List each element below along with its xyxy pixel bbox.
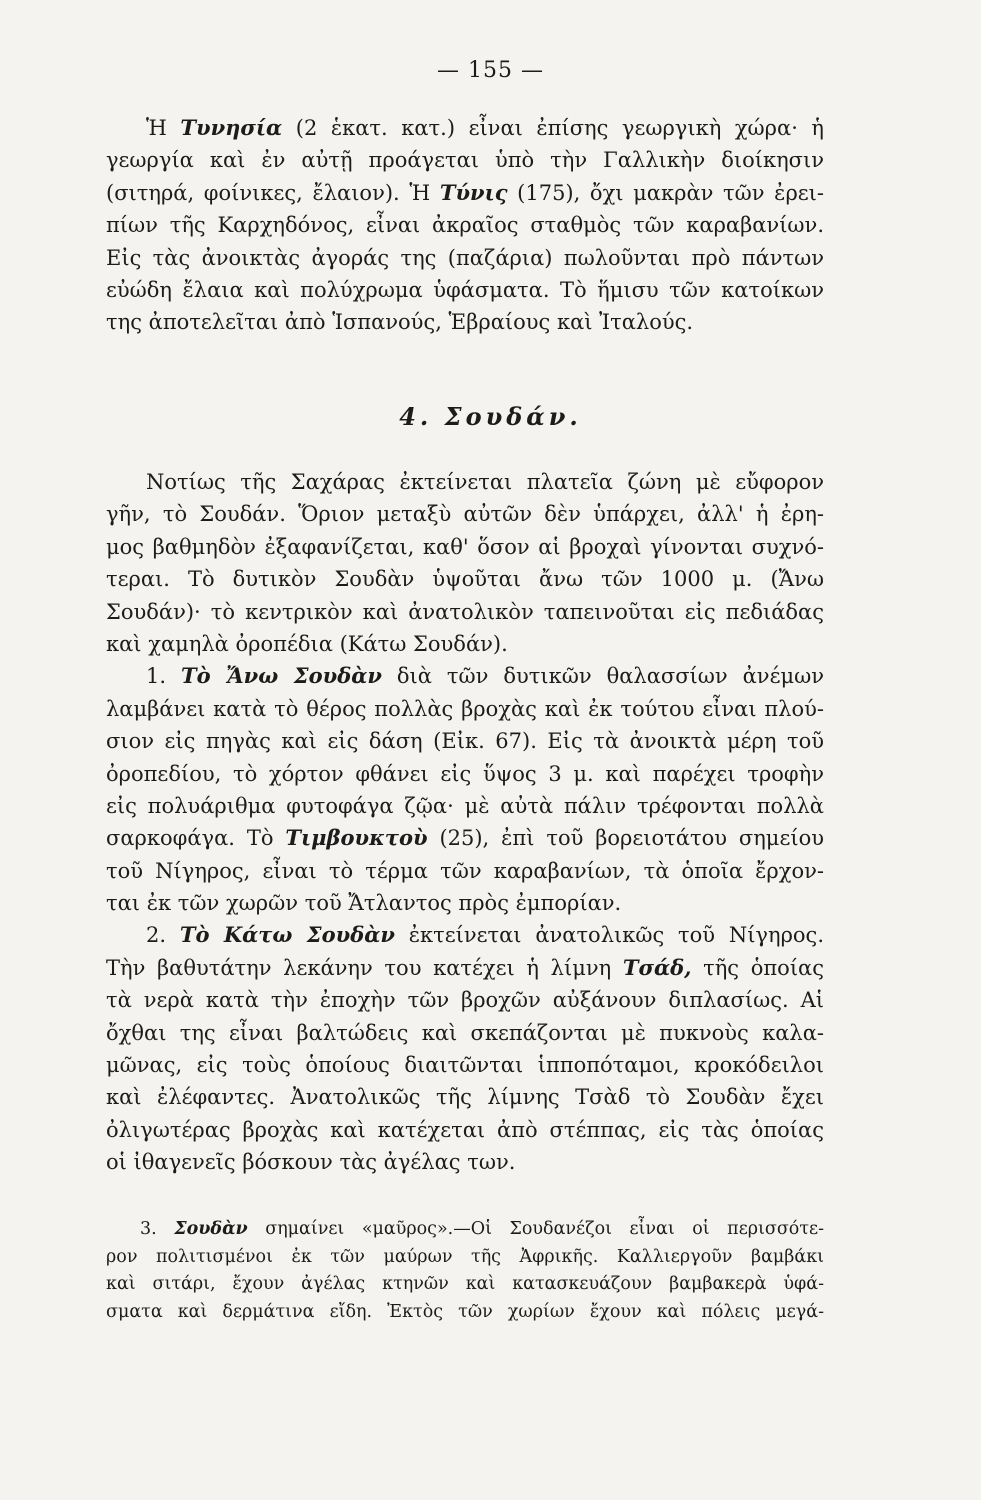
text-line (106, 498, 824, 530)
text-line (106, 725, 824, 757)
text-line (106, 660, 824, 692)
text-line (106, 1146, 824, 1178)
text-run: της ἀποτελεῖται ἀπὸ Ἱσπανούς, Ἑβραίους καὶ Ἰταλούς. (106, 310, 694, 335)
emphasized-term: Τσάδ, (622, 954, 692, 980)
text-run: Νοτίως τῆς Σαχάρας ἐκτείνεται πλατεῖα ζώνη μὲ εὔφορον (146, 470, 824, 494)
text-run: ὀροπεδίου, τὸ χόρτον φθάνει εἰς ὕψος 3 μ. καὶ παρέχει τροφὴν (106, 761, 824, 786)
text-line (106, 984, 824, 1016)
text-line (106, 1299, 824, 1327)
text-line (106, 1049, 824, 1081)
text-line (106, 144, 824, 176)
text-run: μος βαθμηδὸν ἐξαφανίζεται, καθ' ὅσον αἱ βροχαὶ γίνονται συχνό- (106, 534, 824, 559)
text-run: ὄχθαι της εἶναι βαλτώδεις καὶ σκεπάζονται μὲ πυκνοὺς καλα- (106, 1020, 824, 1045)
text-run: τὰ νερὰ κατὰ τὴν ἐποχὴν τῶν βροχῶν αὐξάνουν διπλασίως. Αἱ (106, 988, 824, 1013)
text-run: τοῦ Νίγηρος, εἶναι τὸ τέρμα τῶν καραβανίων, τὰ ὁποῖα ἔρχον- (106, 858, 824, 883)
text-run: γῆν, τὸ Σουδάν. Ὅριον μεταξὺ αὐτῶν δὲν ὑπάρχει, ἀλλ' ἡ ἐρη- (106, 502, 824, 527)
text-run: λαμβάνει κατὰ τὸ θέρος πολλὰς βροχὰς καὶ ἐκ τούτου εἶναι πλού- (106, 696, 824, 721)
text-line (106, 628, 824, 660)
text-run: εἰς πολυάριθμα φυτοφάγα ζῷα· μὲ αὐτὰ πάλιν τρέφονται πολλὰ (106, 793, 824, 818)
text-run: (σιτηρά, φοίνικες, ἔλαιον). Ἡ (106, 180, 440, 205)
text-run: τεραι. Τὸ δυτικὸν Σουδὰν ὑψοῦται ἄνω τῶν 1000 μ. (Ἄνω (106, 567, 824, 592)
text-run: σαρκοφάγα. Τὸ (106, 826, 286, 851)
text-line (106, 306, 824, 338)
paragraph-sudan (106, 466, 824, 1179)
emphasized-term: Τύνις (439, 179, 508, 205)
text-line (106, 242, 824, 274)
text-run: ρον πολιτισμένοι ἐκ τῶν μαύρων τῆς Ἀφρικῆς. Καλλιεργοῦν βαμβάκι (106, 1246, 824, 1267)
text-line (106, 112, 824, 144)
text-run: 3. (140, 1219, 175, 1239)
text-run: πίων τῆς Καρχηδόνος, εἶναι ἀκραῖος σταθμὸς τῶν καραβανίων. (106, 213, 824, 238)
text-run: καὶ χαμηλὰ ὀροπέδια (Κάτω Σουδάν). (106, 631, 508, 656)
emphasized-term: Τιμβουκτοὺ (285, 825, 428, 851)
text-run: (175), ὄχι μακρὰν τῶν ἐρει- (507, 180, 824, 205)
text-line (106, 1216, 824, 1244)
emphasized-term: Τυνησία (180, 115, 283, 140)
text-line (106, 855, 824, 887)
page-number: — 155 — (437, 58, 544, 83)
text-line (106, 758, 824, 790)
text-run: ται ἐκ τῶν χωρῶν τοῦ Ἄτλαντος πρὸς ἐμπορίαν. (106, 891, 622, 916)
text-run: καὶ σιτάρι, ἔχουν ἀγέλας κτηνῶν καὶ κατασκευάζουν βαμβακερὰ ὑφά- (106, 1274, 824, 1294)
text-line (106, 952, 824, 984)
text-run: σματα καὶ δερμάτινα εἴδη. Ἐκτὸς τῶν χωρίων ἔχουν καὶ πόλεις μεγά- (106, 1301, 824, 1322)
text-line (106, 887, 824, 919)
text-line (106, 274, 824, 306)
text-line (106, 466, 824, 498)
text-line (106, 1114, 824, 1146)
paragraph-tunisia (106, 112, 824, 339)
text-run: εὐώδη ἔλαια καὶ πολύχρωμα ὑφάσματα. Τὸ ἥμισυ τῶν κατοίκων (106, 277, 824, 302)
text-line (106, 209, 824, 241)
section-heading-sudan: 4. Σουδάν. (399, 402, 582, 431)
text-run: 1. (146, 664, 181, 689)
text-line (106, 1271, 824, 1299)
text-run: Σουδάν)· τὸ κεντρικὸν καὶ ἀνατολικὸν ταπεινοῦται εἰς πεδιάδας (106, 599, 824, 624)
text-run: σιον εἰς πηγὰς καὶ εἰς δάση (Εἰκ. 67). Εἰς τὰ ἀνοικτὰ μέρη τοῦ (106, 729, 824, 754)
text-run: Ἡ (146, 116, 181, 140)
text-line (106, 1244, 824, 1272)
text-run: καὶ ἐλέφαντες. Ἀνατολικῶς τῆς λίμνης Τσὰδ τὸ Σουδὰν ἔχει (106, 1085, 824, 1110)
text-line (106, 531, 824, 563)
text-run: οἱ ἰθαγενεῖς βόσκουν τὰς ἀγέλας των. (106, 1150, 516, 1175)
text-run: ὀλιγωτέρας βροχὰς καὶ κατέχεται ἀπὸ στέππας, εἰς τὰς ὁποίας (106, 1117, 824, 1142)
text-line (106, 563, 824, 595)
text-line (106, 177, 824, 209)
text-line (106, 919, 824, 951)
text-run: 2. (146, 923, 180, 948)
text-run: μῶνας, εἰς τοὺς ὁποίους διαιτῶνται ἱπποπόταμοι, κροκόδειλοι (106, 1053, 824, 1078)
text-run: σημαίνει «μαῦρος».—Οἱ Σουδανέζοι εἶναι οἱ περισσότε- (247, 1219, 824, 1239)
text-run: τῆς ὁποίας (691, 955, 824, 980)
text-line (106, 790, 824, 822)
emphasized-term: Τὸ Ἄνω Σουδὰν (180, 663, 382, 689)
text-line (106, 596, 824, 628)
text-run: Τὴν βαθυτάτην λεκάνην του κατέχει ἡ λίμνη (106, 955, 623, 980)
text-run: Εἰς τὰς ἀνοικτὰς ἀγοράς της (παζάρια) πωλοῦνται πρὸ πάντων (106, 245, 824, 270)
text-line (106, 1017, 824, 1049)
text-run: ἐκτείνεται ἀνατολικῶς τοῦ Νίγηρος. (394, 923, 824, 948)
text-line (106, 1081, 824, 1113)
footnote-sudan (106, 1216, 824, 1326)
text-run: (25), ἐπὶ τοῦ βορειοτάτου σημείου (427, 826, 824, 851)
emphasized-term: Σουδὰν (174, 1219, 248, 1239)
text-line (106, 822, 824, 854)
text-run: (2 ἑκατ. κατ.) εἶναι ἐπίσης γεωργικὴ χώρα· ἡ (282, 116, 824, 140)
emphasized-term: Τὸ Κάτω Σουδὰν (179, 922, 395, 948)
text-run: γεωργία καὶ ἐν αὐτῇ προάγεται ὑπὸ τὴν Γαλλικὴν διοίκησιν (106, 148, 824, 173)
text-run: διὰ τῶν δυτικῶν θαλασσίων ἀνέμων (381, 664, 824, 689)
text-line (106, 693, 824, 725)
